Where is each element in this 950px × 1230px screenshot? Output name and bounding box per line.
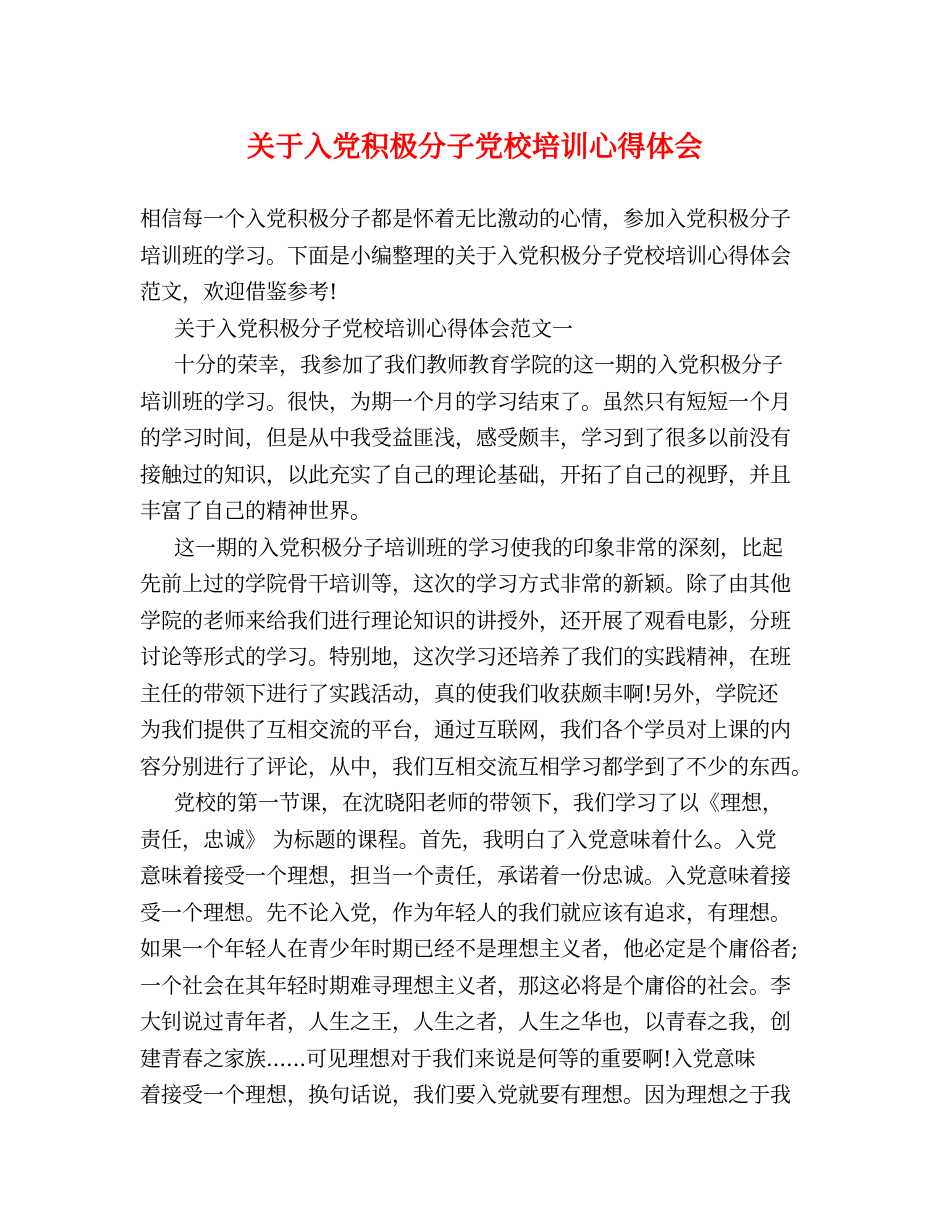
paragraph-line: 讨论等形式的学习。特别地，这次学习还培养了我们的实践精神，在班	[140, 645, 791, 669]
paragraph-line: 先前上过的学院骨干培训等，这次的学习方式非常的新颖。除了由其他	[140, 572, 791, 596]
paragraph-line: 大钊说过青年者，人生之王，人生之者，人生之华也，以青春之我，创	[140, 1010, 791, 1034]
document-body	[140, 201, 825, 1114]
paragraph-line: 意味着接受一个理想，担当一个责任，承诺着一份忠诚。入党意味着接	[140, 864, 791, 888]
paragraph-line: 如果一个年轻人在青少年时期已经不是理想主义者，他必定是个庸俗者;	[140, 937, 799, 961]
paragraph-line: 容分别进行了评论，从中，我们互相交流互相学习都学到了不少的东西。	[140, 754, 812, 779]
paragraph-line: 培训班的学习。很快，为期一个月的学习结束了。虽然只有短短一个月	[140, 389, 791, 414]
paragraph-line: 党校的第一节课，在沈晓阳老师的带领下，我们学习了以《理想，	[174, 791, 783, 815]
paragraph-line: 主任的带领下进行了实践活动，真的使我们收获颇丰啊!另外，学院还	[140, 681, 779, 706]
paragraph-line: 建青春之家族......可见理想对于我们来说是何等的重要啊!入党意味	[140, 1046, 756, 1071]
paragraph-line: 丰富了自己的精神世界。	[140, 499, 371, 523]
paragraph-line: 为我们提供了互相交流的平台，通过互联网，我们各个学员对上课的内	[140, 718, 791, 742]
paragraph-line: 十分的荣幸，我参加了我们教师教育学院的这一期的入党积极分子	[174, 353, 783, 377]
paragraph-line: 责任，忠诚》 为标题的课程。首先，我明白了入党意味着什么。入党	[140, 827, 777, 852]
document-title: 关于入党积极分子党校培训心得体会	[246, 130, 703, 163]
paragraph-line: 学院的老师来给我们进行理论知识的讲授外，还开展了观看电影，分班	[140, 608, 791, 633]
section-heading: 关于入党积极分子党校培训心得体会范文一	[174, 316, 573, 341]
paragraph-line: 培训班的学习。下面是小编整理的关于入党积极分子党校培训心得体会	[140, 243, 791, 268]
paragraph-line: 一个社会在其年轻时期难寻理想主义者，那这必将是个庸俗的社会。李	[140, 973, 791, 998]
paragraph-line: 受一个理想。先不论入党，作为年轻人的我们就应该有追求，有理想。	[140, 900, 791, 925]
paragraph-line: 接触过的知识，以此充实了自己的理论基础，开拓了自己的视野，并且	[140, 462, 791, 487]
paragraph-line: 的学习时间，但是从中我受益匪浅，感受颇丰，学习到了很多以前没有	[140, 426, 791, 450]
paragraph-line: 这一期的入党积极分子培训班的学习使我的印象非常的深刻，比起	[174, 535, 783, 560]
paragraph-line: 范文，欢迎借鉴参考!	[140, 280, 338, 304]
paragraph-line: 相信每一个入党积极分子都是怀着无比激动的心情，参加入党积极分子	[140, 207, 791, 231]
paragraph-line: 着接受一个理想，换句话说，我们要入党就要有理想。因为理想之于我	[140, 1083, 791, 1107]
